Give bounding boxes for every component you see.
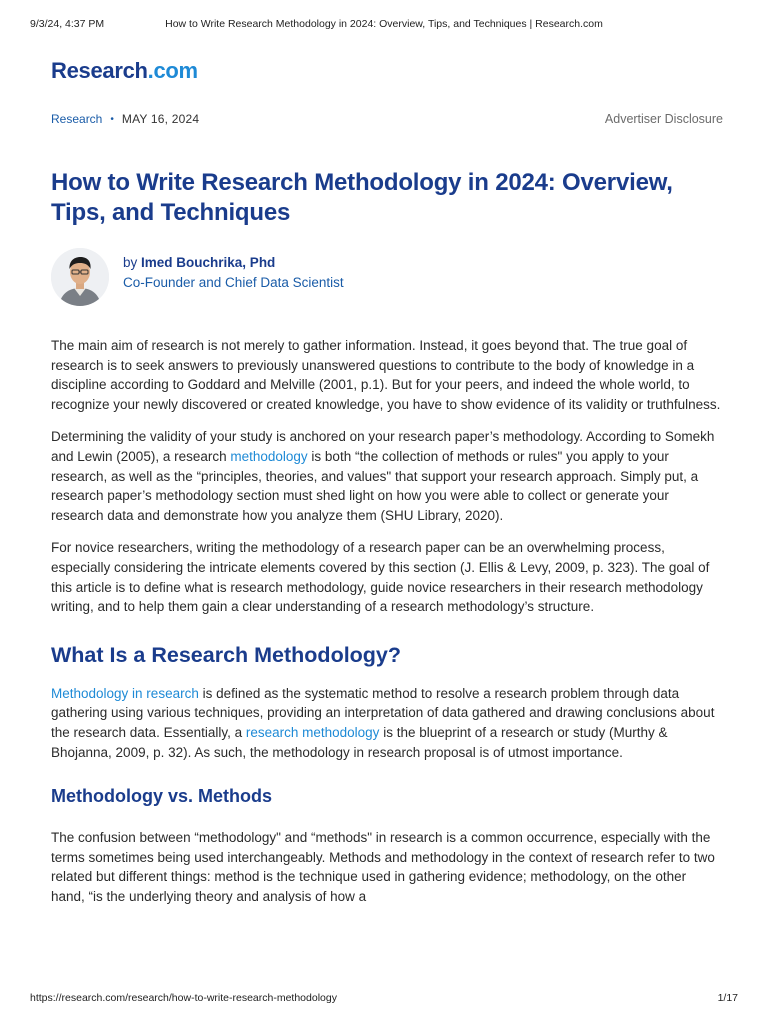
logo-main: Research	[51, 58, 148, 83]
validity-paragraph	[51, 427, 721, 525]
research-methodology-link[interactable]: research methodology	[245, 724, 380, 740]
author-avatar[interactable]	[51, 248, 109, 306]
author-photo-icon	[51, 248, 109, 306]
print-datetime: 9/3/24, 4:37 PM	[30, 18, 105, 30]
publish-date: MAY 16, 2024	[121, 112, 200, 126]
intro-paragraph: The main aim of research is not merely to gather information. Instead, it goes beyond that. The true goal of research is to seek answers to previously unanswered questions to contribute to the body of knowledge in a discipline according to Goddard and Melville (2001, p.1). But for your peers, and indeed the whole world, to recognize your newly discovered or created knowledge, you have to show evidence of its validity or truthfulness.	[51, 338, 721, 412]
article-title: How to Write Research Methodology in 2024: Overview, Tips, and Techniques	[51, 169, 673, 226]
author-block	[51, 248, 721, 306]
section-heading-what-is: What Is a Research Methodology?	[51, 642, 402, 667]
definition-text-b: is the blueprint of a research or study (Murthy & Bhojanna, 2009, p. 32). As such, the methodology in research proposal is of utmost importance.	[51, 724, 668, 760]
article-meta	[51, 112, 721, 126]
novice-paragraph: For novice researchers, writing the methodology of a research paper can be an overwhelming process, especially considering the intricate elements covered by this section (J. Ellis & Levy, 2009, p. 323). The goal of this article is to define what is research methodology, guide novice researchers in their research methodology writing, and to help them gain a clear understanding of a research methodology’s structure.	[51, 540, 710, 615]
logo-suffix: .com	[147, 58, 198, 83]
confusion-paragraph: The confusion between “methodology" and “methods" in research is a common occurrence, especially with the terms sometimes being used interchangeably. Methods and methodology in the context of research refer to two related but different things: method is the technique used in gathering evidence; methodology, on the other hand, “is the underlying theory and analysis of how a	[51, 830, 715, 904]
author-name-link[interactable]: Imed Bouchrika, Phd	[141, 255, 276, 270]
author-role: Co-Founder and Chief Data Scientist	[123, 275, 344, 290]
article-container	[51, 58, 721, 906]
section-heading-vs-methods: Methodology vs. Methods	[51, 786, 273, 807]
methodology-in-research-link[interactable]: Methodology in research	[51, 685, 199, 701]
site-logo[interactable]	[51, 58, 721, 84]
validity-text-a: Determining the validity of your study is anchored on your research paper’s methodology. According to Somekh and Lewin (2005), a research	[51, 429, 715, 464]
validity-text-b: is both “the collection of methods or rules" you apply to your research, as well as the “principles, theories, and values" that support your research approach. Simply put, a research paper’s methodology section must shed light on how you were able to collect or generate your research data and demonstrate how you analyze them (SHU Library, 2020).	[51, 448, 699, 523]
print-url: https://research.com/research/how-to-write-research-methodology	[30, 992, 337, 1004]
print-page-title: How to Write Research Methodology in 2024: Overview, Tips, and Techniques | Research.com	[165, 18, 603, 30]
definition-text-a: is defined as the systematic method to resolve a research problem through data gathering using various techniques, providing an interpretation of data gathered and drawing conclusions about the research data. Essentially, a	[51, 685, 715, 740]
print-footer	[30, 992, 738, 1004]
meta-separator: •	[110, 113, 114, 125]
print-page-number: 1/17	[717, 992, 738, 1004]
author-by-label: by	[123, 255, 138, 270]
print-header	[30, 18, 738, 30]
category-link[interactable]: Research	[51, 112, 103, 126]
advertiser-disclosure-link[interactable]: Advertiser Disclosure	[604, 112, 723, 126]
definition-paragraph	[51, 684, 721, 762]
methodology-link[interactable]: methodology	[230, 448, 308, 464]
